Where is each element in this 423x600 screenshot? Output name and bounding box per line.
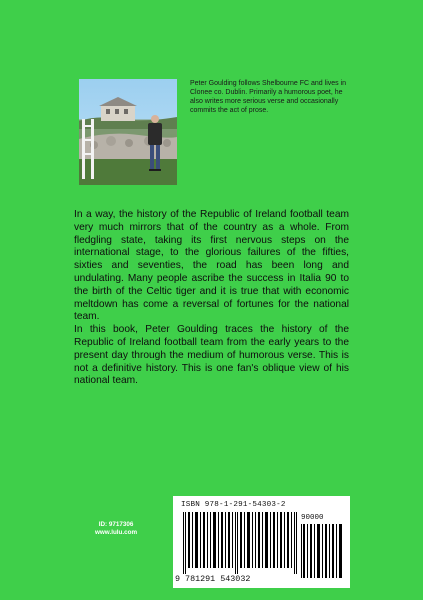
- author-photo-illustration: [79, 79, 177, 185]
- publisher-id: ID: 9717306: [98, 521, 134, 528]
- publisher-info: [95, 521, 137, 537]
- blurb-paragraph-2: In this book, Peter Goulding traces the history of the Republic of Ireland football team from the early years to the present day through the medium of humorous verse. This is not a definitive history. This is one fan's oblique view of his national team.: [74, 324, 349, 387]
- publisher-url[interactable]: www.lulu.com: [95, 529, 138, 536]
- ean-digits: 9 781291 543032: [175, 574, 251, 584]
- price-code: 90000: [301, 514, 324, 522]
- author-photo: [79, 79, 177, 185]
- isbn-label: ISBN 978-1-291-54303-2: [181, 501, 286, 509]
- ean-barcode-bars: [183, 512, 299, 574]
- price-barcode-bars: [301, 524, 345, 578]
- blurb-paragraph-1: In a way, the history of the Republic of Ireland football team very much mirrors that of the country as a whole. From fledgling state, taking its first nervous steps on the international stage, to the glorious failures of the fifties, sixties and seventies, the road has been long and undulating. Many people ascribe the success in Italia 90 to the birth of the Celtic tiger and it is true that with economic meltdown has come a reversal of fortunes for the national team.: [74, 209, 349, 323]
- isbn-barcode: [173, 496, 350, 588]
- author-bio: Peter Goulding follows Shelbourne FC and lives in Clonee co. Dublin. Primarily a humorous poet, he also writes more serious verse and occasionally commits the act of prose.: [190, 80, 347, 114]
- back-cover-blurb: [74, 209, 349, 388]
